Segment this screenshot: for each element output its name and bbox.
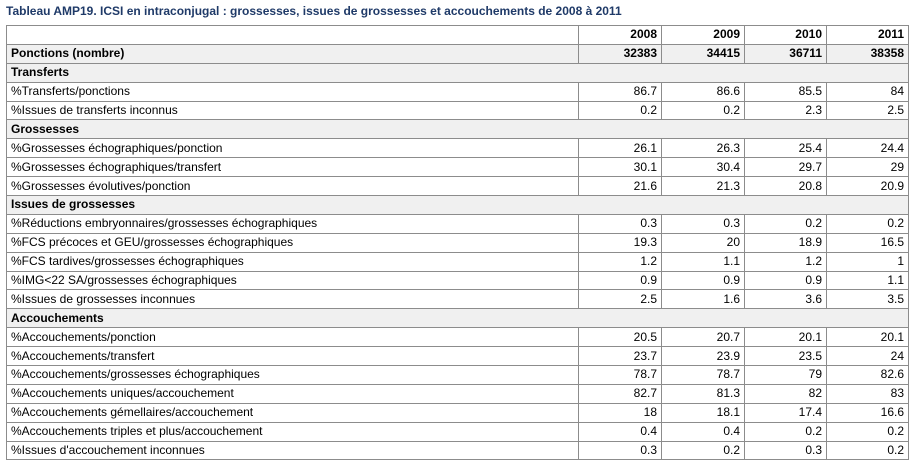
table-row (7, 214, 909, 233)
row-value: 16.6 (827, 403, 909, 422)
row-label: %Accouchements/transfert (7, 347, 579, 366)
row-label: %Grossesses échographiques/ponction (7, 139, 579, 158)
row-label: %Issues d'accouchement inconnues (7, 441, 579, 460)
row-value: 20.9 (827, 177, 909, 196)
row-value: 81.3 (662, 384, 745, 403)
row-value: 0.3 (579, 441, 662, 460)
row-value: 1.6 (662, 290, 745, 309)
row-value: 32383 (579, 44, 662, 63)
row-value: 24.4 (827, 139, 909, 158)
row-value: 1.2 (579, 252, 662, 271)
row-value: 38358 (827, 44, 909, 63)
table-row (7, 139, 909, 158)
row-value: 0.3 (662, 214, 745, 233)
row-value: 0.2 (745, 422, 827, 441)
row-label: %Issues de grossesses inconnues (7, 290, 579, 309)
section-heading: Transferts (7, 63, 909, 82)
row-label: %Réductions embryonnaires/grossesses échographiques (7, 214, 579, 233)
table-row (7, 347, 909, 366)
table-row (7, 290, 909, 309)
row-value: 82.7 (579, 384, 662, 403)
header-blank-cell (7, 26, 579, 45)
row-value: 23.5 (745, 347, 827, 366)
section-heading: Grossesses (7, 120, 909, 139)
row-label: %Accouchements/ponction (7, 328, 579, 347)
row-value: 2.5 (579, 290, 662, 309)
row-value: 79 (745, 366, 827, 385)
row-label: %Accouchements uniques/accouchement (7, 384, 579, 403)
table-row (7, 328, 909, 347)
year-header-2008: 2008 (579, 26, 662, 45)
row-value: 25.4 (745, 139, 827, 158)
row-value: 29.7 (745, 158, 827, 177)
row-value: 86.6 (662, 82, 745, 101)
row-label: %Transferts/ponctions (7, 82, 579, 101)
table-row (7, 441, 909, 460)
section-header-row (7, 196, 909, 215)
row-label: Ponctions (nombre) (7, 44, 579, 63)
row-value: 0.4 (662, 422, 745, 441)
year-header-2009: 2009 (662, 26, 745, 45)
row-value: 0.2 (827, 422, 909, 441)
row-value: 16.5 (827, 233, 909, 252)
row-value: 23.9 (662, 347, 745, 366)
row-value: 78.7 (662, 366, 745, 385)
row-value: 20.1 (745, 328, 827, 347)
row-value: 86.7 (579, 82, 662, 101)
row-value: 20.5 (579, 328, 662, 347)
section-heading: Issues de grossesses (7, 196, 909, 215)
row-value: 0.4 (579, 422, 662, 441)
table-row (7, 252, 909, 271)
row-value: 2.3 (745, 101, 827, 120)
table-row (7, 271, 909, 290)
table-row (7, 177, 909, 196)
row-value: 19.3 (579, 233, 662, 252)
row-value: 0.3 (745, 441, 827, 460)
row-value: 0.2 (827, 214, 909, 233)
row-label: %IMG<22 SA/grossesses échographiques (7, 271, 579, 290)
row-value: 17.4 (745, 403, 827, 422)
row-value: 78.7 (579, 366, 662, 385)
row-label: %FCS tardives/grossesses échographiques (7, 252, 579, 271)
table-row (7, 82, 909, 101)
section-header-row (7, 63, 909, 82)
year-header-2011: 2011 (827, 26, 909, 45)
row-value: 20 (662, 233, 745, 252)
row-value: 21.3 (662, 177, 745, 196)
row-value: 24 (827, 347, 909, 366)
row-label: %Grossesses évolutives/ponction (7, 177, 579, 196)
row-value: 29 (827, 158, 909, 177)
row-value: 1.2 (745, 252, 827, 271)
section-header-row (7, 309, 909, 328)
row-value: 82 (745, 384, 827, 403)
row-value: 30.1 (579, 158, 662, 177)
row-value: 0.2 (827, 441, 909, 460)
table-row (7, 101, 909, 120)
row-value: 0.2 (662, 101, 745, 120)
section-header-row (7, 120, 909, 139)
row-label: %Accouchements/grossesses échographiques (7, 366, 579, 385)
row-value: 3.6 (745, 290, 827, 309)
year-header-row (7, 26, 909, 45)
row-value: 0.2 (662, 441, 745, 460)
row-value: 18.9 (745, 233, 827, 252)
row-value: 34415 (662, 44, 745, 63)
row-value: 36711 (745, 44, 827, 63)
row-value: 83 (827, 384, 909, 403)
amp19-table (6, 25, 909, 460)
table-row (7, 233, 909, 252)
row-value: 20.8 (745, 177, 827, 196)
row-value: 26.3 (662, 139, 745, 158)
table-row (7, 366, 909, 385)
row-value: 18 (579, 403, 662, 422)
row-value: 0.3 (579, 214, 662, 233)
row-value: 0.9 (745, 271, 827, 290)
row-value: 85.5 (745, 82, 827, 101)
row-value: 18.1 (662, 403, 745, 422)
row-value: 0.9 (662, 271, 745, 290)
row-value: 1 (827, 252, 909, 271)
row-value: 0.2 (579, 101, 662, 120)
row-value: 20.1 (827, 328, 909, 347)
row-label: %Issues de transferts inconnus (7, 101, 579, 120)
row-value: 3.5 (827, 290, 909, 309)
ponctions-row (7, 44, 909, 63)
row-value: 21.6 (579, 177, 662, 196)
row-value: 1.1 (827, 271, 909, 290)
table-title: Tableau AMP19. ICSI en intraconjugal : grossesses, issues de grossesses et accouchements de 2008 à 2011 (6, 4, 622, 18)
section-heading: Accouchements (7, 309, 909, 328)
row-label: %FCS précoces et GEU/grossesses échographiques (7, 233, 579, 252)
row-value: 1.1 (662, 252, 745, 271)
table-row (7, 158, 909, 177)
row-label: %Accouchements triples et plus/accouchement (7, 422, 579, 441)
row-value: 0.9 (579, 271, 662, 290)
row-label: %Accouchements gémellaires/accouchement (7, 403, 579, 422)
row-value: 30.4 (662, 158, 745, 177)
row-value: 26.1 (579, 139, 662, 158)
table-row (7, 403, 909, 422)
table-body (7, 44, 909, 460)
row-value: 2.5 (827, 101, 909, 120)
row-value: 82.6 (827, 366, 909, 385)
year-header-2010: 2010 (745, 26, 827, 45)
table-row (7, 422, 909, 441)
row-value: 0.2 (745, 214, 827, 233)
row-value: 84 (827, 82, 909, 101)
row-label: %Grossesses échographiques/transfert (7, 158, 579, 177)
row-value: 20.7 (662, 328, 745, 347)
table-row (7, 384, 909, 403)
row-value: 23.7 (579, 347, 662, 366)
